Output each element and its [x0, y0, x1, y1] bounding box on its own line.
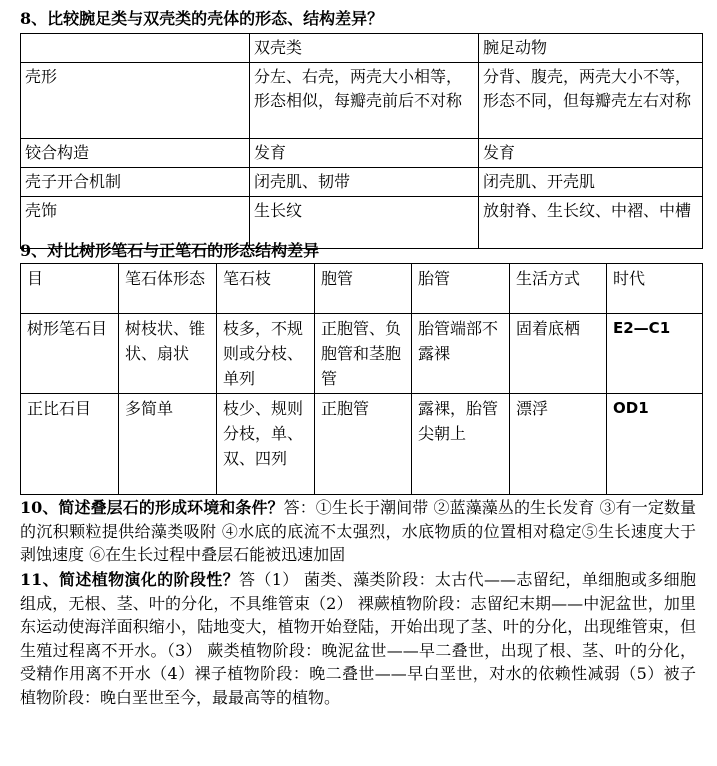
q10-paragraph	[20, 496, 696, 567]
table-cell: 漂浮	[510, 394, 607, 495]
row-label: 铰合构造	[21, 139, 250, 168]
table-cell: 枝少、规则分枝，单、双、四列	[217, 394, 315, 495]
table-cell: 枝多，不规则或分枝、单列	[217, 314, 315, 394]
table-header-row	[21, 264, 703, 314]
brachiopod-cell: 发育	[479, 139, 703, 168]
row-label: 壳子开合机制	[21, 168, 250, 197]
header-cell: 腕足动物	[479, 34, 703, 63]
q11-answer: 答（1） 菌类、藻类阶段：太古代——志留纪，单细胞或多细胞组成，无根、茎、叶的分化，不具维管束（2） 裸蕨植物阶段：志留纪末期——中泥盆世，加里东运动使海洋面积缩小，陆地变大，植物开始登陆，开始出现了茎、叶的分化，出现维管束，但生殖过程离不开水。（3） 蕨类植物阶段：晚泥盆世——早二叠世，出现了根、茎、叶的分化，受精作用离不开水（4）裸子植物阶段：晚二叠世——早白垩世，对水的依赖性减弱（5）被子植物阶段：晚白垩世至今，最最高等的植物。	[20, 570, 696, 707]
header-cell: 生活方式	[510, 264, 607, 314]
bivalve-cell: 分左、右壳，两壳大小相等，形态相似，每瓣壳前后不对称	[250, 63, 479, 139]
table-cell: 正胞管	[315, 394, 412, 495]
header-cell: 胎管	[412, 264, 510, 314]
header-cell: 时代	[607, 264, 703, 314]
q10-question: 10、简述叠层石的形成环境和条件？	[20, 498, 284, 517]
bivalve-cell: 发育	[250, 139, 479, 168]
q8-title: 8、比较腕足类与双壳类的壳体的形态、结构差异？	[20, 9, 384, 28]
table-cell: 正胞管、负胞管和茎胞管	[315, 314, 412, 394]
table-cell: E2—C1	[607, 314, 703, 394]
table-header-row	[21, 34, 703, 63]
table-row	[21, 168, 703, 197]
table-cell: 树枝状、锥状、扇状	[119, 314, 217, 394]
brachiopod-cell: 放射脊、生长纹、中褶、中槽	[479, 197, 703, 249]
row-label: 壳形	[21, 63, 250, 139]
header-cell	[21, 34, 250, 63]
q11-paragraph	[20, 568, 696, 709]
q9-comparison-table	[20, 263, 703, 495]
bivalve-cell: 闭壳肌、韧带	[250, 168, 479, 197]
header-cell: 笔石枝	[217, 264, 315, 314]
bivalve-cell: 生长纹	[250, 197, 479, 249]
header-cell: 目	[21, 264, 119, 314]
q9-title: 9、对比树形笔石与正笔石的形态结构差异	[20, 241, 320, 260]
brachiopod-cell: 分背、腹壳，两壳大小不等，形态不同，但每瓣壳左右对称	[479, 63, 703, 139]
table-cell: 固着底栖	[510, 314, 607, 394]
table-row	[21, 139, 703, 168]
header-cell: 笔石体形态	[119, 264, 217, 314]
table-cell: 露裸，胎管尖朝上	[412, 394, 510, 495]
table-cell: 胎管端部不露裸	[412, 314, 510, 394]
table-cell: 树形笔石目	[21, 314, 119, 394]
header-cell: 胞管	[315, 264, 412, 314]
table-row	[21, 314, 703, 394]
row-label: 壳饰	[21, 197, 250, 249]
q8-comparison-table	[20, 33, 703, 249]
q10-answer: 答：①生长于潮间带 ②蓝藻藻丛的生长发育 ③有一定数量的沉积颗粒提供给藻类吸附 ④水底的底流不太强烈，水底物质的位置相对稳定⑤生长速度大于剥蚀速度 ⑥在生长过程中叠层石能被迅速加固	[20, 498, 696, 564]
table-cell: 正比石目	[21, 394, 119, 495]
brachiopod-cell: 闭壳肌、开壳肌	[479, 168, 703, 197]
q11-question: 11、简述植物演化的阶段性？	[20, 570, 239, 589]
table-row	[21, 394, 703, 495]
header-cell: 双壳类	[250, 34, 479, 63]
table-cell: 多简单	[119, 394, 217, 495]
table-row	[21, 63, 703, 139]
table-cell: OD1	[607, 394, 703, 495]
